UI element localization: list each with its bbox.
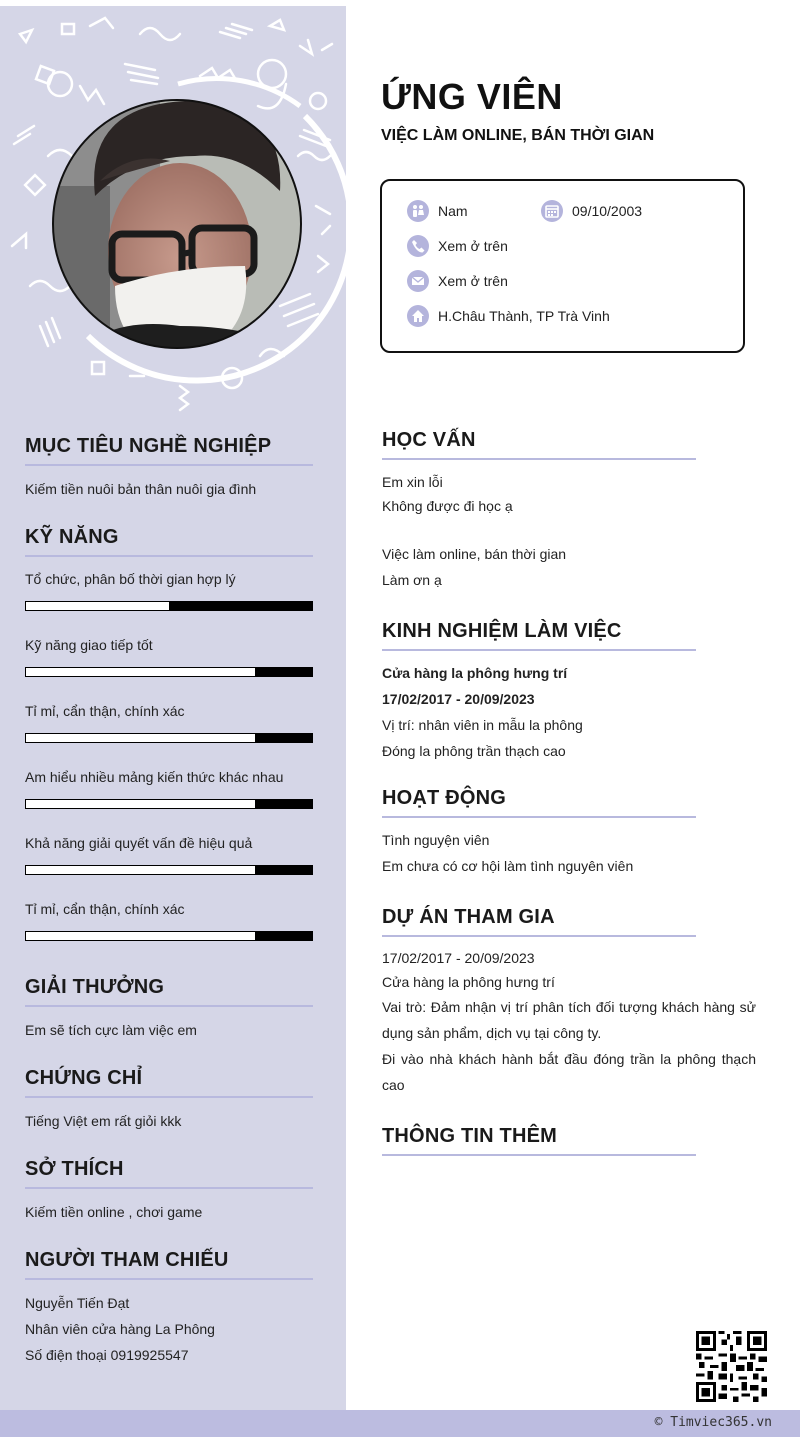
photo-decoration-area — [0, 6, 346, 416]
project-desc: Đi vào nhà khách hành bắt đầu đóng trần la phông thạch cao — [382, 1051, 756, 1093]
skill-name: Tỉ mỉ, cẩn thận, chính xác — [25, 703, 185, 719]
candidate-name: ỨNG VIÊN — [381, 76, 563, 117]
skill-item — [25, 899, 313, 941]
education-line: Em xin lỗi — [382, 474, 443, 490]
email-icon — [407, 270, 429, 292]
projects-title: DỰ ÁN THAM GIA — [382, 906, 696, 937]
education-line: Việc làm online, bán thời gian — [382, 546, 567, 562]
skill-bar-fill — [255, 932, 312, 940]
experience-text — [382, 660, 696, 764]
gender-value: Nam — [438, 203, 468, 219]
qr-code — [696, 1331, 767, 1402]
skills-title: KỸ NĂNG — [25, 526, 313, 557]
skills-list — [25, 569, 313, 941]
certificates-text: Tiếng Việt em rất giỏi kkk — [25, 1113, 182, 1129]
objective-title: MỤC TIÊU NGHỀ NGHIỆP — [25, 435, 313, 466]
phone-row — [407, 235, 508, 257]
address-value: H.Châu Thành, TP Trà Vinh — [438, 308, 610, 324]
hobbies-section — [25, 1158, 313, 1225]
phone-icon — [407, 235, 429, 257]
skill-name: Kỹ năng giao tiếp tốt — [25, 637, 153, 653]
skill-bar-fill — [255, 800, 312, 808]
activities-text — [382, 827, 696, 879]
skill-bar — [25, 733, 313, 743]
home-icon — [407, 305, 429, 327]
decorative-doodles — [0, 6, 346, 416]
experience-period: 17/02/2017 - 20/09/2023 — [382, 691, 535, 707]
experience-line: Vị trí: nhân viên in mẫu la phông — [382, 717, 583, 733]
references-section — [25, 1249, 313, 1368]
skill-item — [25, 701, 313, 743]
experience-section — [382, 620, 696, 764]
extra-info-title: THÔNG TIN THÊM — [382, 1125, 696, 1156]
gender-icon — [407, 200, 429, 222]
skill-item — [25, 833, 313, 875]
skill-item — [25, 569, 313, 611]
skill-bar-fill — [169, 602, 312, 610]
reference-job: Nhân viên cửa hàng La Phông — [25, 1321, 215, 1337]
objective-section — [25, 435, 313, 502]
skill-name: Am hiểu nhiều mảng kiến thức khác nhau — [25, 769, 284, 785]
gender-row — [407, 200, 468, 222]
project-role: Vai trò: Đảm nhận vị trí phân tích đối tượng khách hàng sử dụng sản phẩm, dịch vụ tại công ty. — [382, 999, 756, 1041]
contact-info-box — [380, 179, 745, 353]
activity-line: Em chưa có cơ hội làm tình nguyên viên — [382, 858, 634, 874]
project-company: Cửa hàng la phông hưng trí — [382, 974, 555, 990]
skills-section — [25, 526, 313, 965]
certificates-section — [25, 1067, 313, 1134]
footer-copyright: © Timviec365.vn — [654, 1415, 772, 1430]
education-line — [382, 519, 696, 541]
footer-bar — [0, 1410, 800, 1437]
phone-value: Xem ở trên — [438, 238, 508, 254]
projects-section — [382, 906, 756, 1098]
awards-title: GIẢI THƯỞNG — [25, 976, 313, 1007]
objective-text: Kiếm tiền nuôi bản thân nuôi gia đình — [25, 481, 257, 497]
skill-name: Tổ chức, phân bố thời gian hợp lý — [25, 571, 236, 587]
skill-bar — [25, 865, 313, 875]
activity-line: Tình nguyện viên — [382, 832, 490, 848]
education-line: Làm ơn ạ — [382, 572, 442, 588]
address-row — [407, 305, 610, 327]
skill-bar — [25, 667, 313, 677]
skill-bar-fill — [255, 866, 312, 874]
hobbies-title: SỞ THÍCH — [25, 1158, 313, 1189]
skill-bar-fill — [255, 734, 312, 742]
experience-title: KINH NGHIỆM LÀM VIỆC — [382, 620, 696, 651]
skill-bar — [25, 601, 313, 611]
skill-item — [25, 635, 313, 677]
candidate-position: VIỆC LÀM ONLINE, BÁN THỜI GIAN — [381, 127, 655, 144]
skill-bar — [25, 931, 313, 941]
skill-bar-fill — [255, 668, 312, 676]
projects-text — [382, 946, 756, 1098]
references-title: NGƯỜI THAM CHIẾU — [25, 1249, 313, 1280]
birthday-row — [541, 200, 642, 222]
activities-title: HOẠT ĐỘNG — [382, 787, 696, 818]
sidebar — [0, 6, 346, 1410]
email-row — [407, 270, 508, 292]
reference-name: Nguyễn Tiến Đạt — [25, 1295, 130, 1311]
skill-name: Khả năng giải quyết vấn đề hiệu quả — [25, 835, 253, 851]
experience-company: Cửa hàng la phông hưng trí — [382, 665, 568, 681]
activities-section — [382, 787, 696, 879]
skill-bar — [25, 799, 313, 809]
experience-line: Đóng la phông trần thạch cao — [382, 743, 566, 759]
email-value: Xem ở trên — [438, 273, 508, 289]
birthday-value: 09/10/2003 — [572, 203, 643, 219]
education-title: HỌC VẤN — [382, 429, 696, 460]
project-period: 17/02/2017 - 20/09/2023 — [382, 950, 535, 966]
skill-item — [25, 767, 313, 809]
awards-section — [25, 976, 313, 1043]
education-text — [382, 469, 696, 593]
extra-info-section — [382, 1125, 696, 1156]
calendar-icon — [541, 200, 563, 222]
education-line: Không được đi học ạ — [382, 498, 513, 514]
education-section — [382, 429, 696, 593]
awards-text: Em sẽ tích cực làm việc em — [25, 1022, 197, 1038]
reference-phone: Số điện thoại 0919925547 — [25, 1347, 189, 1363]
certificates-title: CHỨNG CHỈ — [25, 1067, 313, 1098]
hobbies-text: Kiếm tiền online , chơi game — [25, 1204, 203, 1220]
skill-name: Tỉ mỉ, cẩn thận, chính xác — [25, 901, 185, 917]
references-text — [25, 1290, 313, 1368]
